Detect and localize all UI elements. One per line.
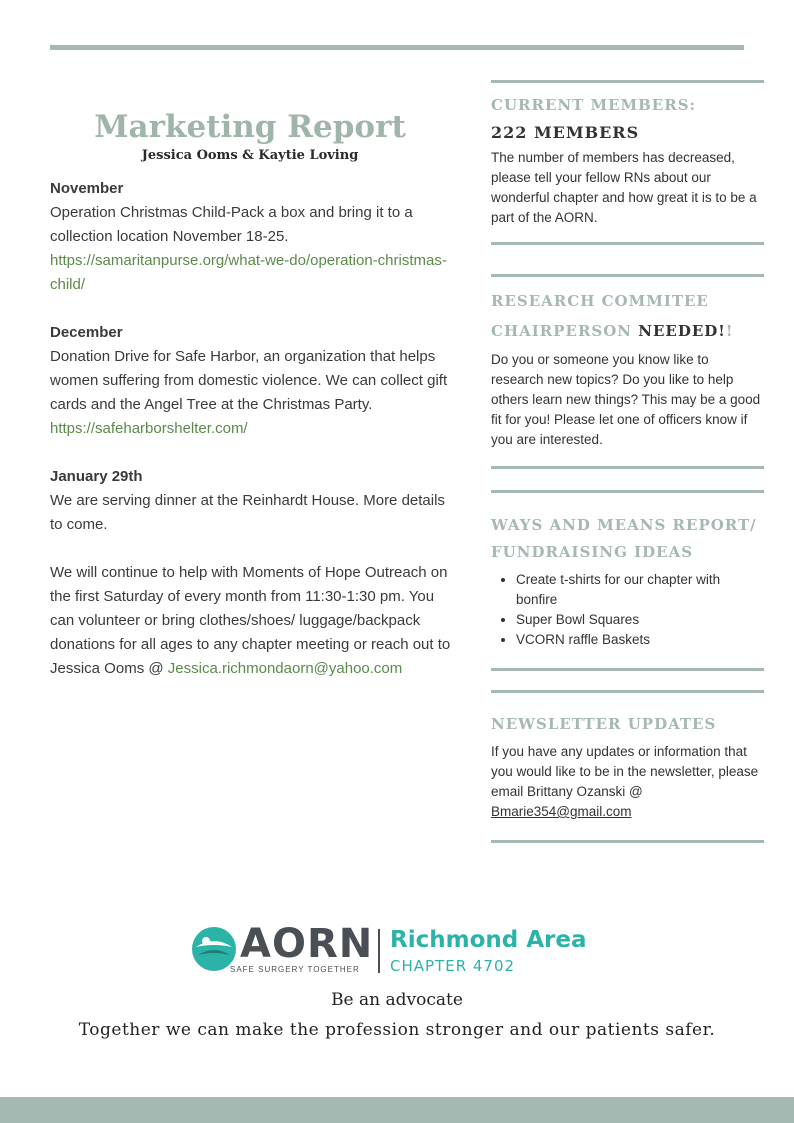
bottom-bar bbox=[0, 1097, 794, 1123]
logo-tagline: SAFE SURGERY TOGETHER bbox=[230, 965, 360, 974]
logo-area: Richmond Area bbox=[390, 927, 587, 953]
brittany-email-link[interactable]: Bmarie354@gmail.com bbox=[491, 804, 632, 819]
divider bbox=[491, 80, 764, 83]
january-heading: January 29th bbox=[50, 468, 143, 485]
divider bbox=[491, 668, 764, 671]
ways-box bbox=[491, 490, 764, 671]
ways-heading bbox=[491, 512, 764, 566]
divider bbox=[491, 490, 764, 493]
ways-heading-line2: FUNDRAISING IDEAS bbox=[491, 543, 694, 561]
research-box bbox=[491, 274, 764, 469]
members-heading: CURRENT MEMBERS: bbox=[491, 96, 697, 114]
footer-slogan: Be an advocate bbox=[331, 990, 463, 1010]
divider bbox=[491, 274, 764, 277]
newsletter-heading: NEWSLETTER UPDATES bbox=[491, 715, 717, 733]
members-count: 222 MEMBERS bbox=[491, 123, 640, 142]
logo-divider bbox=[378, 929, 380, 973]
moments-text: We will continue to help with Moments of Hope Outreach on the first Saturday of every month from 11:30-1:30 pm. You can volunteer or bring clothes/shoes/ luggage/backpack donations for all ages to any chapter meeting or reach out to Jessica Ooms @ bbox=[50, 564, 451, 677]
moments-section bbox=[50, 561, 455, 681]
list-item: • Create t-shirts for our chapter with bonfire bbox=[516, 570, 764, 610]
needed-label: NEEDED! bbox=[638, 322, 726, 340]
top-rule bbox=[50, 45, 744, 50]
samaritan-link[interactable]: https://samaritanpurse.org/what-we-do/operation-christmas-child/ bbox=[50, 252, 447, 293]
december-text: Donation Drive for Safe Harbor, an organization that helps women suffering from domestic violence. We can collect gift cards and the Angel Tree at the Christmas Party. bbox=[50, 348, 448, 413]
research-text: Do you or someone you know like to research new topics? Do you like to help others learn new things? This may be a good fit for you! Please let one of officers know if you are interested. bbox=[491, 352, 761, 447]
november-section bbox=[50, 177, 455, 297]
members-text: The number of members has decreased, please tell your fellow RNs about our wonderful chapter and how great it is to be a part of the AORN. bbox=[491, 150, 757, 225]
footer-message: Together we can make the profession stronger and our patients safer. bbox=[78, 1020, 716, 1040]
divider bbox=[491, 466, 764, 469]
jessica-email-link[interactable]: Jessica.richmondaorn@yahoo.com bbox=[167, 660, 403, 677]
needed-bang: ! bbox=[725, 322, 734, 340]
newsletter-box bbox=[491, 690, 764, 843]
list-item: • Super Bowl Squares bbox=[516, 610, 764, 630]
divider bbox=[491, 242, 764, 245]
page-title: Marketing Report bbox=[94, 109, 406, 145]
january-section bbox=[50, 465, 455, 537]
january-text: We are serving dinner at the Reinhardt House. More details to come. bbox=[50, 492, 445, 533]
research-heading-line2: CHAIRPERSON bbox=[491, 322, 633, 340]
members-box bbox=[491, 80, 764, 245]
divider bbox=[491, 840, 764, 843]
newsletter-text bbox=[491, 742, 764, 822]
november-heading: November bbox=[50, 180, 124, 197]
logo-wordmark: AORN bbox=[240, 921, 374, 967]
logo-chapter: CHAPTER 4702 bbox=[390, 957, 516, 975]
marketing-report bbox=[50, 108, 455, 681]
safeharbor-link[interactable]: https://safeharborshelter.com/ bbox=[50, 420, 248, 437]
divider bbox=[491, 690, 764, 693]
december-section bbox=[50, 321, 455, 441]
aorn-logo bbox=[190, 921, 610, 977]
research-heading bbox=[491, 286, 764, 346]
research-heading-line1: RESEARCH COMMITEE bbox=[491, 292, 709, 310]
december-heading: December bbox=[50, 324, 123, 341]
november-text: Operation Christmas Child-Pack a box and bring it to a collection location November 18-25. bbox=[50, 204, 413, 245]
list-item: • VCORN raffle Baskets bbox=[516, 630, 764, 650]
ways-heading-line1: WAYS AND MEANS REPORT/ bbox=[491, 516, 757, 534]
authors: Jessica Ooms & Kaytie Loving bbox=[141, 148, 359, 163]
fundraising-list bbox=[491, 570, 764, 650]
newsletter-body: If you have any updates or information that you would like to be in the newsletter, please email Brittany Ozanski @ bbox=[491, 744, 759, 799]
